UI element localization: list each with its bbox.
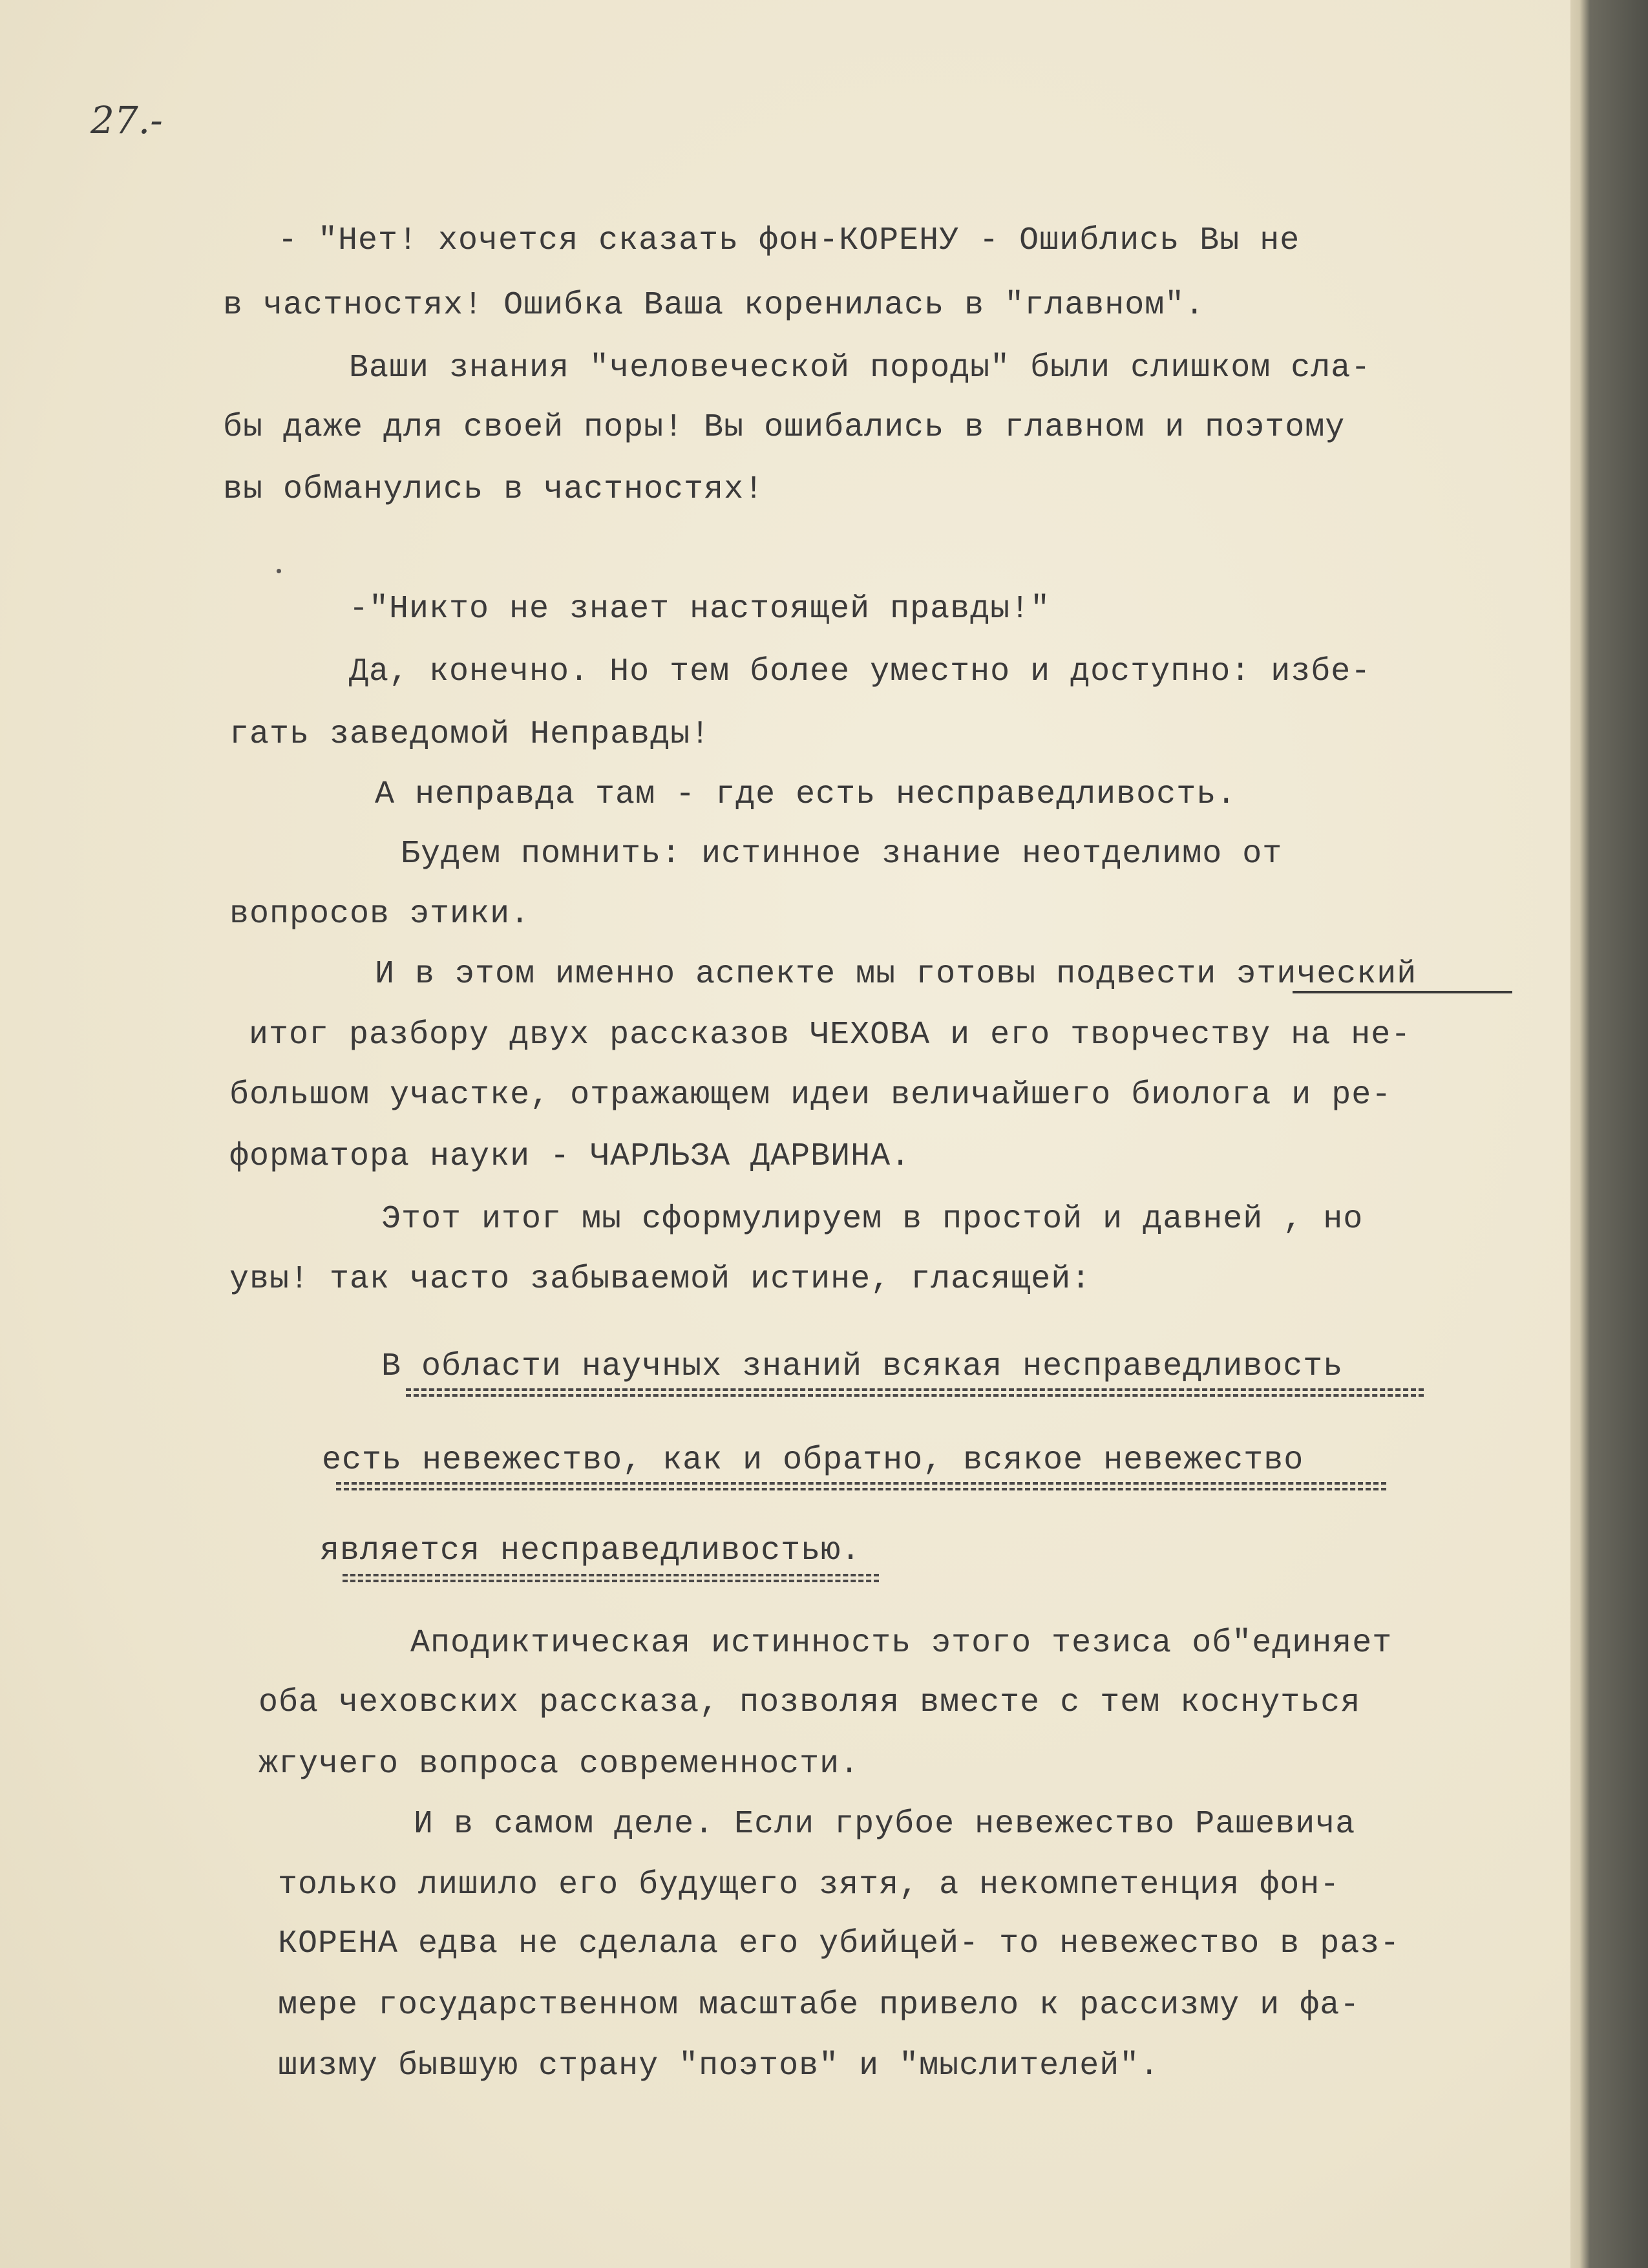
underline-double — [406, 1388, 1424, 1397]
text-line: Ваши знания "человеческой породы" были слишком сла- — [349, 350, 1371, 387]
underline-single — [1293, 991, 1512, 993]
text-line: -"Никто не знает настоящей правды!" — [349, 591, 1051, 628]
text-line: В области научных знаний всякая несправедливость — [381, 1348, 1344, 1385]
text-line: Будем помнить: истинное знание неотделимо от — [401, 836, 1283, 873]
text-line: есть невежество, как и обратно, всякое невежество — [322, 1442, 1304, 1479]
text-line: шизму бывшую страну "поэтов" и "мыслителей". — [278, 2048, 1160, 2084]
text-line: большом участке, отражающем идеи величайшего биолога и ре- — [229, 1077, 1392, 1114]
text-line: мере государственном масштабе привело к рассизму и фа- — [278, 1987, 1360, 2024]
text-line: вы обманулись в частностях! — [223, 471, 765, 508]
text-line: Да, конечно. Но тем более уместно и доступно: избе- — [349, 653, 1371, 690]
text-line: А неправда там - где есть несправедливость. — [375, 776, 1237, 813]
text-line: только лишило его будущего зятя, а некомпетенция фон- — [278, 1867, 1340, 1903]
text-line: оба чеховских рассказа, позволяя вместе с тем коснуться — [259, 1684, 1361, 1721]
ink-dot — [277, 569, 281, 573]
underline-double — [343, 1574, 879, 1582]
text-line: форматора науки - ЧАРЛЬЗА ДАРВИНА. — [229, 1138, 911, 1175]
text-line: жгучего вопроса современности. — [259, 1746, 860, 1783]
text-line: вопросов этики. — [229, 896, 531, 933]
text-line: итог разбору двух рассказов ЧЕХОВА и его творчеству на не- — [249, 1017, 1411, 1054]
text-line: Аподиктическая истинность этого тезиса об"единяет — [410, 1625, 1393, 1662]
text-line: Этот итог мы сформулируем в простой и давней , но — [381, 1201, 1364, 1238]
text-line: КОРЕНА едва не сделала его убийцей- то невежество в раз- — [278, 1925, 1400, 1962]
text-line: - "Нет! хочется сказать фон-КОРЕНУ - Ошиблись Вы не — [278, 222, 1300, 259]
text-line: И в самом деле. Если грубое невежество Рашевича — [414, 1806, 1356, 1843]
underline-double — [336, 1482, 1386, 1490]
text-line: увы! так часто забываемой истине, гласящей: — [229, 1261, 1092, 1298]
text-line: в частностях! Ошибка Ваша коренилась в "главном". — [223, 287, 1205, 324]
text-line: является несправедливостью. — [320, 1532, 861, 1569]
text-line: гать заведомой Неправды! — [229, 716, 711, 753]
text-line: бы даже для своей поры! Вы ошибались в главном и поэтому — [223, 409, 1346, 446]
page-edge-shadow — [1570, 0, 1648, 2268]
page-number: 27.- — [90, 98, 163, 142]
text-line: И в этом именно аспекте мы готовы подвести этический — [375, 956, 1417, 993]
